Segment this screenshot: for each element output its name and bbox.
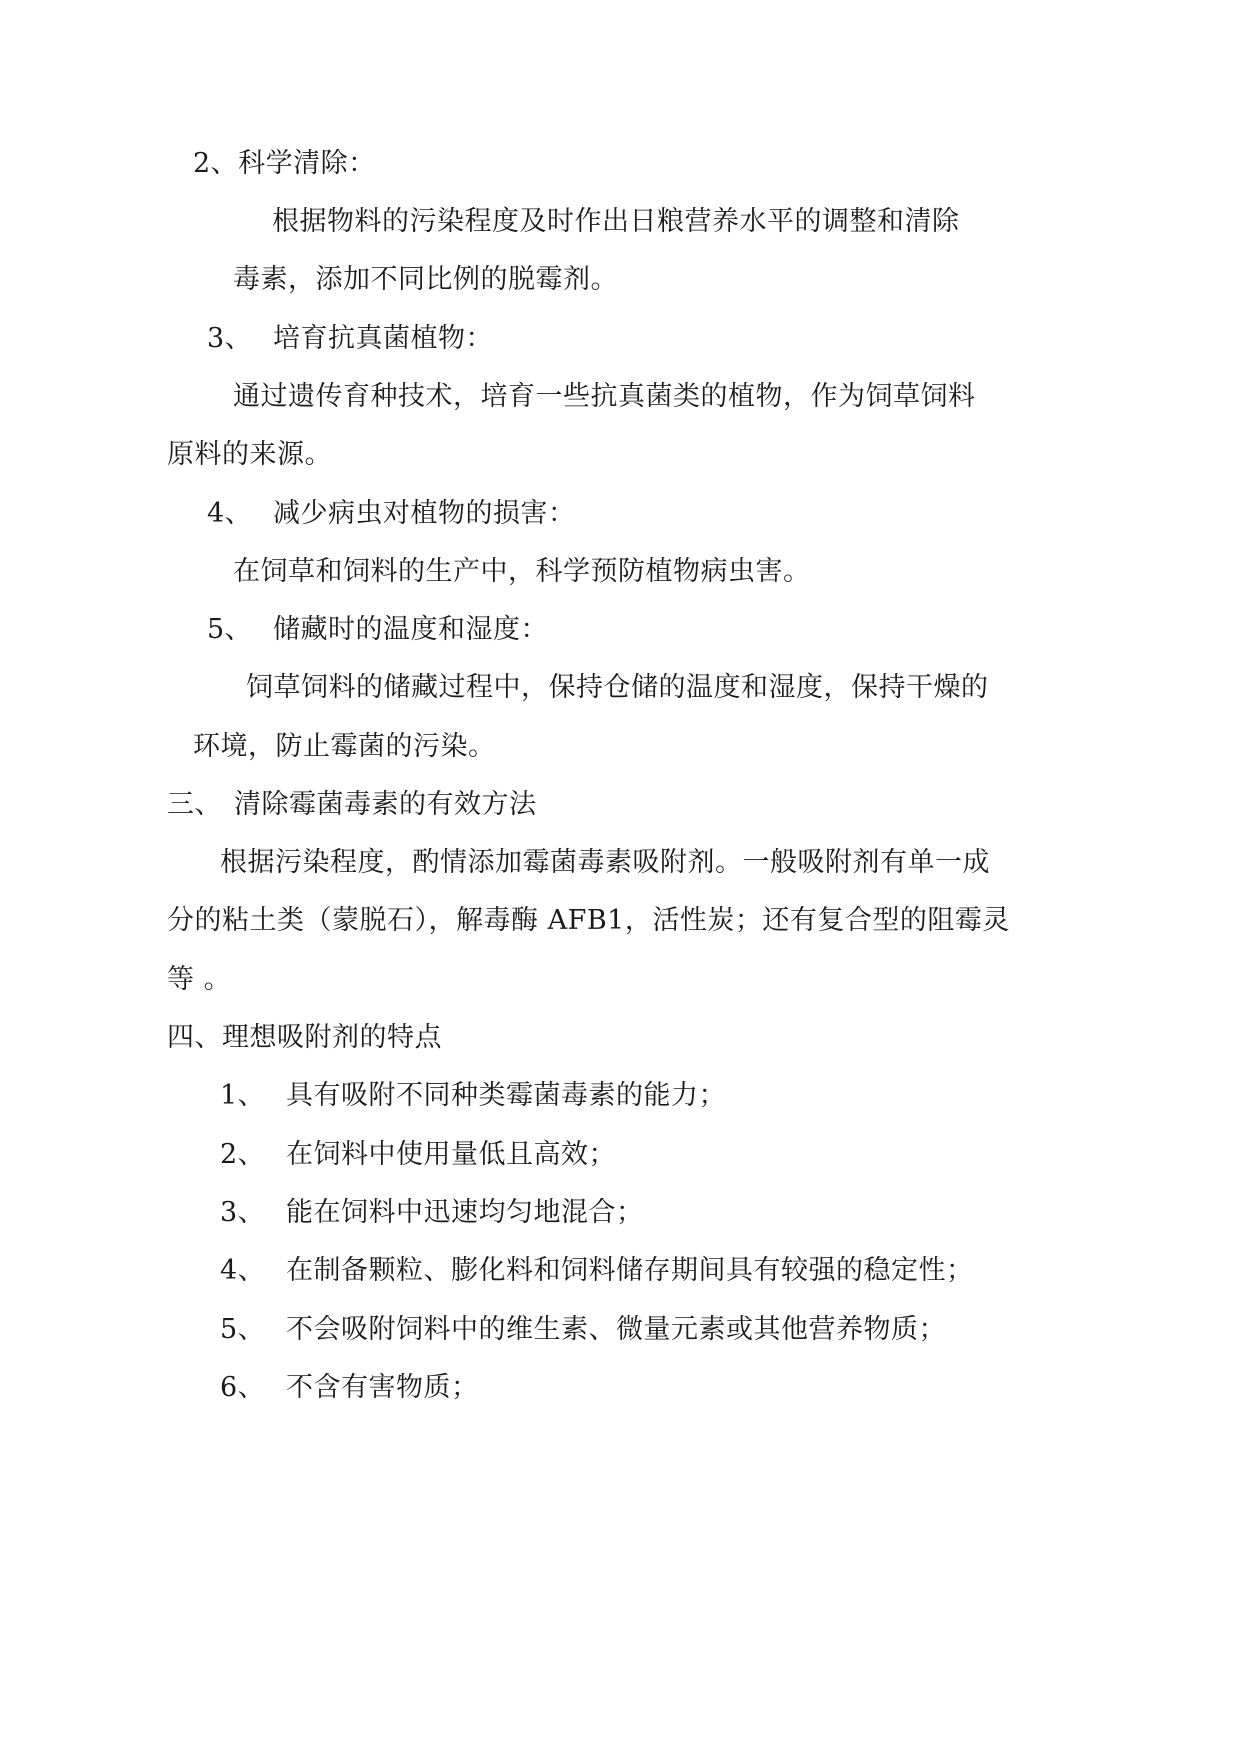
paragraph-line: 分的粘土类（蒙脱石），解毒酶 AFB1，活性炭；还有复合型的阻霉灵 <box>167 905 1010 936</box>
list-item: 1、 具有吸附不同种类霉菌毒素的能力； <box>220 1080 726 1111</box>
list-number: 1、 <box>220 1080 266 1111</box>
list-item: 3、 能在饲料中迅速均匀地混合； <box>220 1197 644 1228</box>
paragraph-line: 毒素，添加不同比例的脱霉剂。 <box>233 264 618 295</box>
heading-section-four: 四、理想吸附剂的特点 <box>167 1022 442 1053</box>
list-number: 4、 <box>220 1255 266 1286</box>
subheading-reduce-pests: 4、 减少病虫对植物的损害： <box>207 498 576 529</box>
paragraph-line: 通过遗传育种技术，培育一些抗真菌类的植物，作为饲草饲料 <box>233 381 976 412</box>
paragraph-line: 等 。 <box>167 964 232 995</box>
paragraph-line: 原料的来源。 <box>167 439 332 470</box>
paragraph-line: 根据物料的污染程度及时作出日粮营养水平的调整和清除 <box>272 206 960 237</box>
list-item: 5、 不会吸附饲料中的维生素、微量元素或其他营养物质； <box>220 1314 946 1345</box>
list-item: 6、 不含有害物质； <box>220 1372 479 1403</box>
section-number: 三、 <box>167 789 222 820</box>
list-item: 2、 在饲料中使用量低且高效； <box>220 1139 616 1170</box>
subheading-storage: 5、 储藏时的温度和湿度： <box>207 614 548 645</box>
paragraph-line: 在饲草和饲料的生产中，科学预防植物病虫害。 <box>233 556 811 587</box>
list-number: 5、 <box>207 614 253 645</box>
list-number: 6、 <box>220 1372 266 1403</box>
list-item: 4、 在制备颗粒、膨化料和饲料储存期间具有较强的稳定性； <box>220 1255 974 1286</box>
list-number: 2、 <box>220 1139 266 1170</box>
list-number: 5、 <box>220 1314 266 1345</box>
paragraph-line: 根据污染程度，酌情添加霉菌毒素吸附剂。一般吸附剂有单一成 <box>220 847 990 878</box>
list-number: 3、 <box>220 1197 266 1228</box>
subheading-scientific-removal: 2、科学清除： <box>193 148 376 179</box>
list-number: 4、 <box>207 498 253 529</box>
heading-section-three: 三、 清除霉菌毒素的有效方法 <box>167 789 537 820</box>
subheading-antifungal-plants: 3、 培育抗真菌植物： <box>207 323 493 354</box>
list-number: 3、 <box>207 323 253 354</box>
paragraph-line: 环境，防止霉菌的污染。 <box>193 731 496 762</box>
paragraph-line: 饲草饲料的储藏过程中，保持仓储的温度和湿度，保持干燥的 <box>246 672 989 703</box>
